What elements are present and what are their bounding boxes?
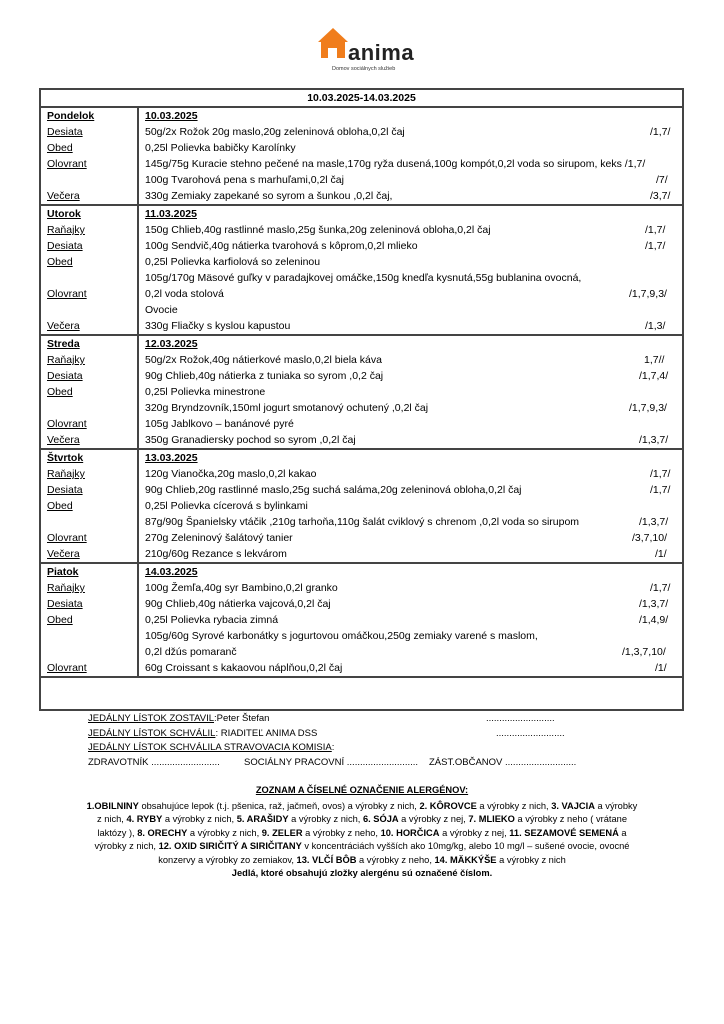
brand-subtitle: Domov sociálnych služieb bbox=[332, 66, 396, 72]
menu-item-text: 105g/170g Mäsové guľky v paradajkovej omáčke,150g knedľa kysnutá,55g bublanina ovocná, bbox=[145, 272, 582, 284]
approved-value: : RIADITEĽ ANIMA DSS bbox=[215, 727, 318, 739]
allergen-description: a výrobky z nej, bbox=[439, 827, 510, 838]
day-items bbox=[139, 108, 682, 204]
menu-item-text: 0,25l Polievka babičky Karolínky bbox=[145, 142, 296, 154]
menu-item bbox=[145, 514, 682, 530]
menu-item bbox=[145, 238, 682, 254]
day-row bbox=[41, 564, 682, 678]
menu-item-text: 0,2l džús pomaranč bbox=[145, 646, 237, 658]
menu-item bbox=[145, 400, 682, 416]
meal-label: Olovrant bbox=[47, 662, 87, 674]
menu-item bbox=[145, 416, 682, 432]
menu-item bbox=[145, 318, 682, 334]
menu-item bbox=[145, 384, 682, 400]
allergen-section bbox=[84, 784, 640, 881]
meal-label: Obed bbox=[47, 614, 73, 626]
menu-period: 10.03.2025-14.03.2025 bbox=[41, 90, 682, 108]
meal-label bbox=[47, 302, 137, 318]
day-labels bbox=[41, 206, 139, 334]
menu-item-text: 100g Sendvič,40g nátierka tvarohová s kôprom,0,2l mlieko bbox=[145, 240, 418, 252]
allergen-code: /3,7,10/ bbox=[632, 532, 668, 544]
day-row bbox=[41, 336, 682, 450]
allergen-code: /1,7,9,3/ bbox=[629, 402, 667, 414]
allergen-code: /1,3,7/ bbox=[639, 434, 669, 446]
menu-item bbox=[145, 352, 682, 368]
allergen-name: 14. MÄKKÝŠE bbox=[434, 854, 497, 865]
allergen-description: v koncentráciách vyšších ako 10mg/kg, alebo 10 mg/l – sušené ovocie, ovocné konzervy a výrobky zo zemiakov, bbox=[158, 841, 630, 865]
allergen-code: /1,7/ bbox=[650, 582, 671, 594]
allergen-name: 10. HORČICA bbox=[380, 827, 440, 838]
menu-item bbox=[145, 466, 682, 482]
allergen-code: /1,7/ bbox=[645, 240, 666, 252]
days-container bbox=[41, 108, 682, 678]
signature-line-members bbox=[88, 756, 648, 771]
menu-item-text: 0,25l Polievka minestrone bbox=[145, 386, 266, 398]
meal-label: Raňajky bbox=[47, 468, 85, 480]
menu-item bbox=[145, 660, 682, 676]
menu-item bbox=[145, 628, 682, 644]
compiled-value: :Peter Štefan bbox=[214, 713, 270, 724]
allergen-code: /3,7/ bbox=[650, 190, 671, 202]
day-items bbox=[139, 336, 682, 448]
allergen-title: ZOZNAM A ČÍSELNÉ OZNAČENIE ALERGÉNOV: bbox=[255, 785, 469, 795]
menu-item-text: 350g Granadiersky pochod so syrom ,0,2l čaj bbox=[145, 434, 356, 446]
compiled-label: JEDÁLNY LÍSTOK ZOSTAVIL bbox=[88, 713, 215, 724]
allergen-code: /1,7,9,3/ bbox=[629, 288, 667, 300]
menu-item-text: 330g Zemiaky zapekané so syrom a šunkou ,0,2l čaj, bbox=[145, 190, 393, 202]
allergen-name: 2. KÔROVCE bbox=[419, 800, 477, 811]
allergen-name: 3. VAJCIA bbox=[551, 800, 595, 811]
menu-item bbox=[145, 124, 682, 140]
menu-item bbox=[145, 644, 682, 660]
menu-item-text: 120g Vianočka,20g maslo,0,2l kakao bbox=[145, 468, 317, 480]
menu-item-text: 90g Chlieb,40g nátierka vajcová,0,2l čaj bbox=[145, 598, 331, 610]
allergen-name: 7. MLIEKO bbox=[468, 814, 515, 824]
compiled-dots: .......................... bbox=[486, 713, 555, 724]
allergen-description: a výrobky z nich, bbox=[476, 800, 552, 811]
day-date: 10.03.2025 bbox=[145, 110, 198, 122]
meal-label: Večera bbox=[47, 190, 80, 202]
menu-item bbox=[145, 302, 682, 318]
meal-label: Obed bbox=[47, 500, 73, 512]
day-name: Štvrtok bbox=[47, 452, 84, 464]
allergen-code: 1,7// bbox=[644, 354, 665, 366]
day-date: 14.03.2025 bbox=[145, 566, 198, 578]
allergen-code: /1,3,7/ bbox=[639, 598, 669, 610]
house-door-icon bbox=[328, 48, 337, 58]
allergen-description: a výrobky z nich, bbox=[94, 827, 627, 851]
allergen-description: a výrobky z neho, bbox=[356, 854, 435, 865]
day-items bbox=[139, 564, 682, 676]
menu-item bbox=[145, 596, 682, 612]
allergen-description: a výrobky z nich, bbox=[288, 814, 363, 824]
empty-row bbox=[41, 678, 682, 692]
allergen-name: 5. ARAŠIDY bbox=[236, 814, 289, 824]
menu-item-text: 100g Tvarohová pena s marhuľami,0,2l čaj bbox=[145, 174, 344, 186]
meal-label: Raňajky bbox=[47, 224, 85, 236]
signature-block bbox=[88, 712, 648, 770]
menu-item-text: 150g Chlieb,40g rastlinné maslo,25g šunka,20g zeleninová obloha,0,2l čaj bbox=[145, 224, 491, 236]
menu-item bbox=[145, 580, 682, 596]
menu-item bbox=[145, 286, 682, 302]
menu-item-text: 145g/75g Kuracie stehno pečené na masle,170g ryža dusená,100g kompót,0,2l voda so sirupom, keks /1,7/ bbox=[145, 158, 646, 170]
menu-item-text: 0,25l Polievka rybacia zimná bbox=[145, 614, 279, 626]
allergen-code: /1,7/ bbox=[645, 224, 666, 236]
menu-item-text: 320g Bryndzovník,150ml jogurt smotanový ochutený ,0,2l čaj bbox=[145, 402, 429, 414]
meal-label: Desiata bbox=[47, 370, 83, 382]
day-name: Pondelok bbox=[47, 110, 95, 122]
meal-label: Desiata bbox=[47, 598, 83, 610]
menu-item bbox=[145, 482, 682, 498]
allergen-code: /1,7/ bbox=[650, 126, 671, 138]
commission-value: : bbox=[331, 742, 335, 753]
allergen-code: /1,7/ bbox=[650, 484, 671, 496]
allergen-list bbox=[84, 800, 640, 868]
menu-item-text: 0,25l Polievka karfiolová so zeleninou bbox=[145, 256, 321, 268]
meal-label: Večera bbox=[47, 320, 80, 332]
menu-item-text: Ovocie bbox=[145, 304, 178, 316]
menu-item-text: 105g/60g Syrové karbonátky s jogurtovou omáčkou,250g zemiaky varené s maslom, bbox=[145, 630, 538, 642]
day-items bbox=[139, 206, 682, 334]
allergen-name: 11. SEZAMOVÉ SEMENÁ bbox=[509, 827, 619, 838]
meal-label bbox=[47, 400, 137, 416]
menu-item-text: 87g/90g Španielsky vtáčik ,210g tarhoňa,110g šalát cviklový s chrenom ,0,2l voda so sirupom bbox=[145, 516, 580, 528]
day-row bbox=[41, 108, 682, 206]
allergen-name: 9. ZELER bbox=[261, 827, 303, 838]
allergen-code: /1,3,7,10/ bbox=[622, 646, 666, 658]
day-date: 11.03.2025 bbox=[145, 208, 197, 220]
day-name: Streda bbox=[47, 338, 80, 350]
allergen-name: 4. RYBY bbox=[126, 814, 163, 824]
day-date: 12.03.2025 bbox=[145, 338, 198, 350]
meal-label: Olovrant bbox=[47, 288, 87, 300]
meal-label: Obed bbox=[47, 142, 73, 154]
meal-label: Večera bbox=[47, 434, 80, 446]
menu-item-text: 60g Croissant s kakaovou náplňou,0,2l čaj bbox=[145, 662, 343, 674]
citizen-representative: ZÁST.OBČANOV ........................... bbox=[429, 756, 577, 768]
menu-item-text: 90g Chlieb,20g rastlinné maslo,25g suchá saláma,20g zeleninová obloha,0,2l čaj bbox=[145, 484, 522, 496]
day-name: Piatok bbox=[47, 566, 79, 578]
approved-label: JEDÁLNY LÍSTOK SCHVÁLIL bbox=[88, 727, 216, 739]
menu-item bbox=[145, 254, 682, 270]
allergen-code: /1,3,7/ bbox=[639, 516, 669, 528]
allergen-name: 12. OXID SIRIČITÝ A SIRIČITANY bbox=[158, 841, 302, 851]
day-date: 13.03.2025 bbox=[145, 452, 198, 464]
allergen-description: a výrobky z neho ( vrátane laktózy ), bbox=[97, 814, 627, 838]
menu-item bbox=[145, 546, 682, 562]
allergen-name: 1.OBILNINY bbox=[86, 800, 139, 811]
menu-item bbox=[145, 140, 682, 156]
allergen-code: /1,7,4/ bbox=[639, 370, 669, 382]
menu-item bbox=[145, 222, 682, 238]
brand-name: anima bbox=[348, 40, 415, 65]
menu-item-text: 0,2l voda stolová bbox=[145, 288, 224, 300]
meal-label: Raňajky bbox=[47, 354, 85, 366]
approved-dots: .......................... bbox=[496, 727, 565, 739]
day-items bbox=[139, 450, 682, 562]
allergen-description: a výrobky z nej, bbox=[398, 814, 469, 824]
health-worker: ZDRAVOTNÍK .......................... bbox=[88, 756, 220, 768]
house-icon bbox=[318, 28, 348, 42]
allergen-code: /1/ bbox=[655, 662, 667, 674]
menu-item bbox=[145, 172, 682, 188]
signature-line-approved bbox=[88, 727, 648, 742]
menu-item-text: 105g Jablkovo – banánové pyré bbox=[145, 418, 294, 430]
day-labels bbox=[41, 564, 139, 676]
menu-item bbox=[145, 530, 682, 546]
menu-item bbox=[145, 188, 682, 204]
day-name: Utorok bbox=[47, 208, 81, 220]
day-labels bbox=[41, 336, 139, 448]
allergen-code: /1,4,9/ bbox=[639, 614, 669, 626]
allergen-code: /7/ bbox=[656, 174, 668, 186]
allergen-description: a výrobky z nich bbox=[496, 854, 566, 865]
allergen-description: a výrobky z neho, bbox=[302, 827, 381, 838]
allergen-name: 6. SÓJA bbox=[362, 814, 399, 824]
meal-label bbox=[47, 172, 137, 188]
menu-item bbox=[145, 612, 682, 628]
allergen-footer: Jedlá, ktoré obsahujú zložky alergénu sú označené číslom. bbox=[231, 868, 493, 878]
commission-label: JEDÁLNY LÍSTOK SCHVÁLILA STRAVOVACIA KOMISIA bbox=[88, 742, 332, 753]
meal-label: Desiata bbox=[47, 240, 83, 252]
allergen-name: 13. VLČÍ BÔB bbox=[296, 854, 357, 865]
meal-label bbox=[47, 514, 137, 530]
day-row bbox=[41, 450, 682, 564]
menu-item-text: 100g Žemľa,40g syr Bambino,0,2l granko bbox=[145, 582, 338, 594]
meal-label: Olovrant bbox=[47, 418, 87, 430]
meal-label: Olovrant bbox=[47, 532, 87, 544]
meal-label: Desiata bbox=[47, 484, 83, 496]
allergen-code: /1,3/ bbox=[645, 320, 666, 332]
menu-item-text: 270g Zeleninový šalátový tanier bbox=[145, 532, 293, 544]
menu-table bbox=[39, 88, 684, 711]
menu-item bbox=[145, 270, 682, 286]
menu-item-text: 90g Chlieb,40g nátierka z tuniaka so syrom ,0,2 čaj bbox=[145, 370, 384, 382]
meal-label bbox=[47, 644, 137, 660]
allergen-description: obsahujúce lepok (t.j. pšenica, raž, jačmeň, ovos) a výrobky z nich, bbox=[138, 800, 420, 811]
allergen-code: /1,7/ bbox=[650, 468, 671, 480]
allergen-description: a výrobky z nich, bbox=[187, 827, 262, 838]
signature-line-commission bbox=[88, 741, 648, 756]
meal-label: Obed bbox=[47, 386, 73, 398]
allergen-code: /1/ bbox=[655, 548, 667, 560]
meal-label bbox=[47, 628, 137, 644]
menu-item bbox=[145, 156, 682, 172]
social-worker: SOCIÁLNY PRACOVNÍ ........................... bbox=[244, 756, 419, 768]
menu-item-text: 0,25l Polievka cícerová s bylinkami bbox=[145, 500, 308, 512]
meal-label: Raňajky bbox=[47, 582, 85, 594]
meal-label: Olovrant bbox=[47, 158, 87, 170]
meal-label: Desiata bbox=[47, 126, 83, 138]
allergen-description: a výrobky z nich, bbox=[162, 814, 237, 824]
menu-item-text: 330g Fliačky s kyslou kapustou bbox=[145, 320, 291, 332]
day-labels bbox=[41, 450, 139, 562]
allergen-description: a výrobky z nich, bbox=[97, 800, 638, 824]
meal-label: Obed bbox=[47, 256, 73, 268]
menu-item-text: 210g/60g Rezance s lekvárom bbox=[145, 548, 287, 560]
menu-item bbox=[145, 498, 682, 514]
menu-item-text: 50g/2x Rožok 20g maslo,20g zeleninová obloha,0,2l čaj bbox=[145, 126, 405, 138]
meal-label bbox=[47, 270, 137, 286]
menu-item bbox=[145, 368, 682, 384]
signature-line-compiled bbox=[88, 712, 648, 727]
day-row bbox=[41, 206, 682, 336]
menu-item-text: 50g/2x Rožok,40g nátierkové maslo,0,2l biela káva bbox=[145, 354, 382, 366]
meal-label: Večera bbox=[47, 548, 80, 560]
anima-logo bbox=[318, 28, 428, 74]
menu-item bbox=[145, 432, 682, 448]
allergen-name: 8. ORECHY bbox=[137, 827, 188, 838]
day-labels bbox=[41, 108, 139, 204]
